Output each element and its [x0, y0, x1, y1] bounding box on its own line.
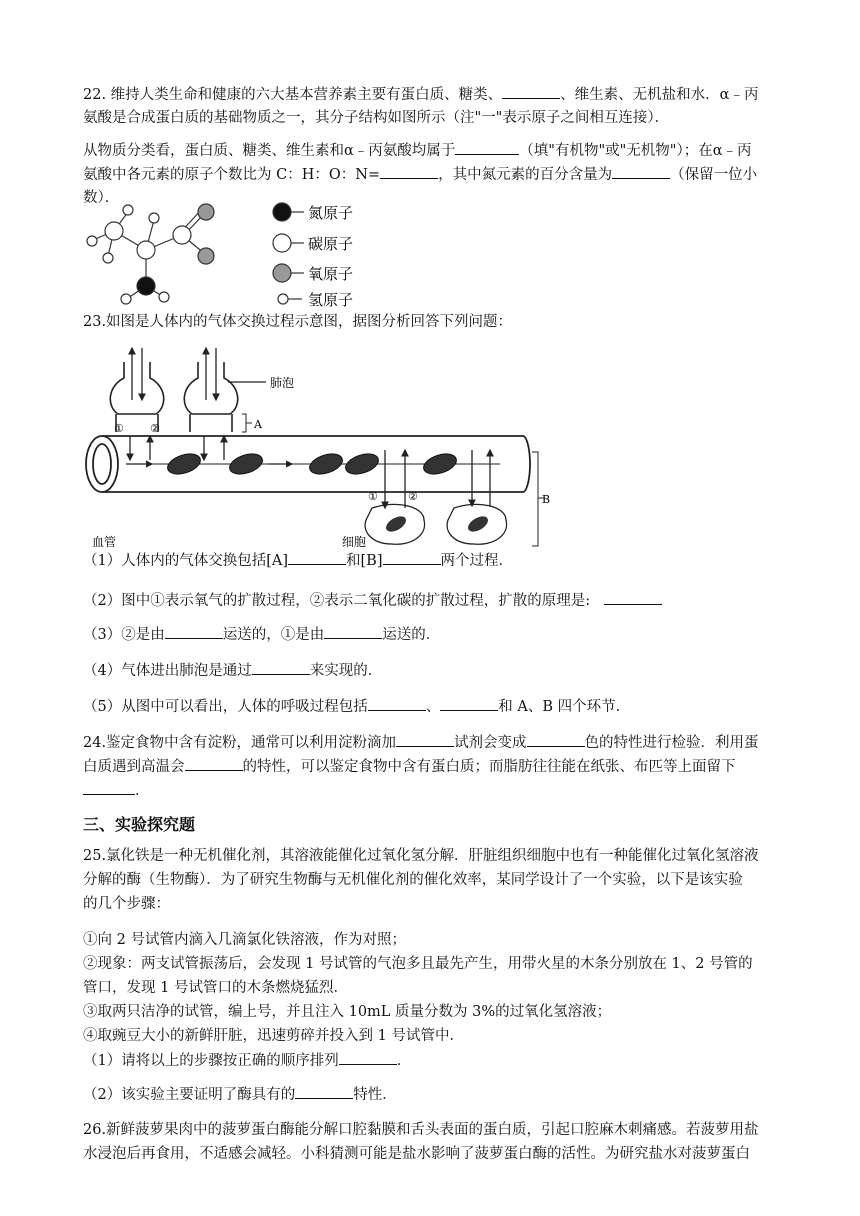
q22-line1: 22. 维持人类生命和健康的六大基本营养素主要有蛋白质、糖类、 、维生素、无机盐和水．α﹣丙 [83, 82, 783, 107]
q23-blank-step1[interactable] [368, 694, 426, 711]
alanine-molecule-figure [80, 198, 380, 310]
q23-sub5: （5）从图中可以看出，人体的呼吸过程包括 、 和 A、B 四个环节． [83, 694, 783, 719]
q22-blank-class[interactable] [455, 138, 519, 155]
q24-line2: 白质遇到高温会 的特性，可以鉴定食物中含有蛋白质；而脂肪往往能在纸张、布匹等上面留下 [83, 754, 783, 779]
q25-step3: ③取两只洁净的试管，编上号，并且注入 10mL 质量分数为 3%的过氧化氢溶液； [83, 1004, 612, 1020]
label-A: A [254, 418, 262, 431]
label-cell: 细胞 [342, 535, 367, 549]
q23-blank-A[interactable] [288, 548, 346, 565]
label-B: B [542, 493, 550, 506]
label-vessel: 血管 [92, 535, 117, 549]
q22-blank-percent[interactable] [612, 162, 670, 179]
legend-carbon: 碳原子 [308, 235, 354, 253]
q24-blank-fat[interactable] [83, 778, 135, 795]
legend-hydrogen: 氢原子 [308, 291, 354, 309]
q23-sub3: （3）②是由 运送的，①是由 运送的． [83, 622, 783, 647]
label-alveoli: 肺泡 [270, 376, 295, 390]
q23-blank-step2[interactable] [440, 694, 498, 711]
q26-line2: 水浸泡后再食用，不适感会减轻。小科猜测可能是盐水影响了菠萝蛋白酶的活性。为研究盐水对菠萝蛋白 [83, 1146, 750, 1162]
q23-stem: 23.如图是人体内的气体交换过程示意图，据图分析回答下列问题： [83, 314, 513, 330]
q25-line3: 的几个步骤： [83, 896, 170, 912]
q24-blank-color[interactable] [527, 730, 585, 747]
q22-para2-line2: 氨酸中各元素的原子个数比为 C：H：O：N= ，其中氮元素的百分含量为 （保留一位小 [83, 162, 783, 187]
q25-step1: ①向 2 号试管内滴入几滴氯化铁溶液，作为对照； [83, 932, 406, 948]
q24-blank-protein[interactable] [185, 754, 243, 771]
q23-blank-o2-carrier[interactable] [324, 622, 382, 639]
label-circle2-top: ② [150, 422, 160, 435]
q22-blank-ratio[interactable] [380, 162, 438, 179]
q25-blank-order[interactable] [339, 1048, 397, 1065]
q26-line1: 26.新鲜菠萝果肉中的菠萝蛋白酶能分解口腔黏膜和舌头表面的蛋白质，引起口腔麻木刺痛感。若菠萝用盐 [83, 1122, 759, 1138]
q23-sub4: （4）气体进出肺泡是通过 来实现的． [83, 658, 783, 683]
q23-sub1: （1）人体内的气体交换包括[A] 和[B] 两个过程． [83, 548, 783, 573]
q23-sub2: （2）图中①表示氧气的扩散过程，②表示二氧化碳的扩散过程，扩散的原理是: [83, 588, 783, 613]
q22-blank-nutrient[interactable] [502, 82, 560, 99]
q24-blank-reagent[interactable] [396, 730, 454, 747]
legend-oxygen: 氧原子 [308, 265, 354, 283]
q24-line3: ． [83, 778, 783, 803]
q25-line2: 分解的酶（生物酶）．为了研究生物酶与无机催化剂的催化效率，某同学设计了一个实验，以下是该实验 [83, 872, 743, 888]
legend-nitrogen: 氮原子 [308, 204, 354, 222]
q25-line1: 25.氯化铁是一种无机催化剂，其溶液能催化过氧化氢分解．肝脏组织细胞中也有一种能催化过氧化氢溶液 [83, 848, 759, 864]
q23-blank-co2-carrier[interactable] [165, 622, 223, 639]
label-circle1-top: ① [114, 422, 124, 435]
q22-line2: 氨酸是合成蛋白质的基础物质之一，其分子结构如图所示（注"一"表示原子之间相互连接）． [83, 110, 670, 126]
q22-para2-line1: 从物质分类看，蛋白质、糖类、维生素和α﹣丙氨酸均属于 （填"有机物"或"无机物"）；在α﹣丙 [83, 138, 783, 163]
q25-step2a: ②现象：两支试管振荡后，会发现 1 号试管的气泡多且最先产生，用带火星的木条分别放在 1、2 号管的 [83, 956, 753, 972]
q25-sub2: （2）该实验主要证明了酶具有的 特性． [83, 1082, 783, 1107]
q22-para2-line3: 数）． [83, 190, 120, 206]
q23-blank-principle[interactable] [604, 588, 662, 605]
q25-step4: ④取豌豆大小的新鲜肝脏，迅速剪碎并投入到 1 号试管中． [83, 1028, 464, 1044]
q23-blank-B[interactable] [383, 548, 441, 565]
section-title: 三、实验探究题 [83, 815, 196, 834]
q25-step2b: 管口，发现 1 号试管口的木条燃烧猛烈． [83, 980, 348, 996]
q23-blank-breathing[interactable] [252, 658, 310, 675]
q25-sub1: （1）请将以上的步骤按正确的顺序排列 ． [83, 1048, 783, 1073]
q24-line1: 24.鉴定食物中含有淀粉，通常可以利用淀粉滴加 试剂会变成 色的特性进行检验．利用蛋 [83, 730, 783, 755]
label-circle2-bottom: ② [408, 490, 418, 503]
label-circle1-bottom: ① [368, 490, 378, 503]
gas-exchange-diagram [80, 340, 550, 550]
q25-blank-property[interactable] [295, 1082, 353, 1099]
